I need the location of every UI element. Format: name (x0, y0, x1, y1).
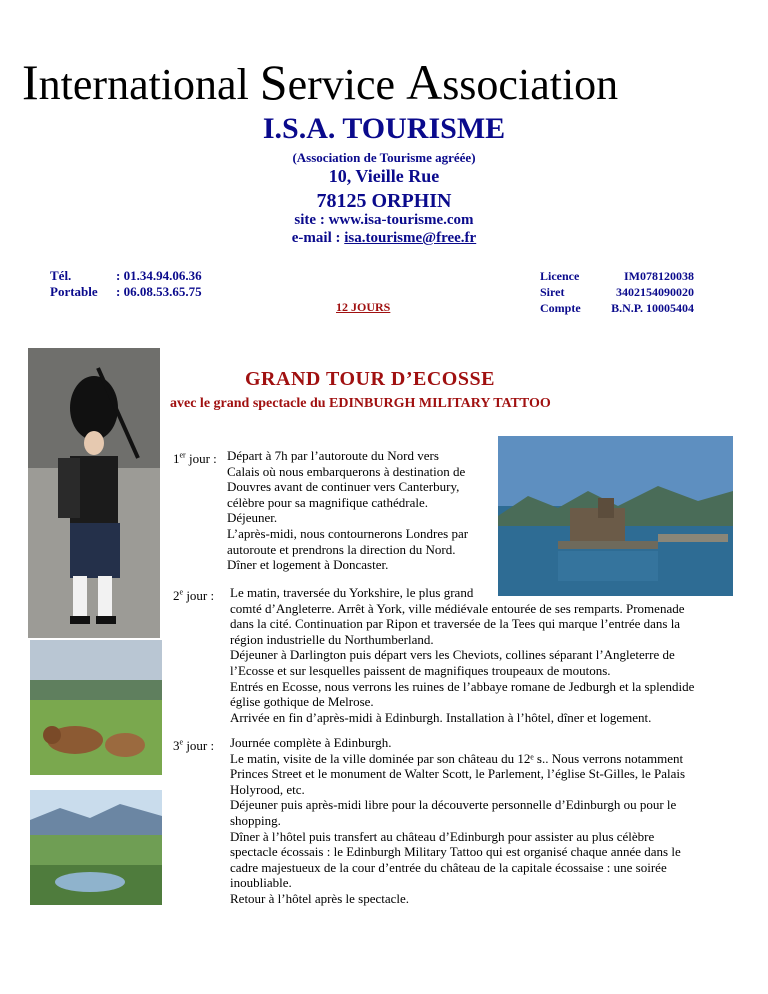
tour-title: GRAND TOUR D’ECOSSE (245, 368, 495, 390)
tour-subtitle: avec le grand spectacle du EDINBURGH MILITARY TATTOO (170, 396, 551, 411)
portable-value: : 06.08.53.65.75 (116, 284, 202, 299)
lake-landscape-photo (30, 790, 162, 905)
website[interactable]: site : www.isa-tourisme.com (294, 212, 474, 228)
day-1-section (173, 448, 469, 573)
day-3-description: Journée complète à Edinburgh. Le matin, visite de la ville dominée par son château du 12ᵉ s.. Nous verrons notamment Princes Street et le monument de Walter Scott, le Parlement, l’église St-Gilles, le Palais Holyrood, etc. Déjeuner puis après-midi libre pour la découverte personnelle d’Edinburgh ou pour le shopping. Dîner à l’hôtel puis transfert au château d’Edinburgh pour assister au plus célèbre spectacle écossais : le Edinburgh Military Tattoo qui est organisé chaque année dans le cadre majestueux de la cour d’entrée du château de la capitale écossaise : une soirée inoubliable. Retour à l’hôtel après le spectacle. (230, 735, 686, 906)
day-1-description: Départ à 7h par l’autoroute du Nord vers Calais où nous embarquerons à destination de Douvres avant de continuer vers Canterbury, célèbre pour sa magnifique cathédrale. Déjeuner. L’après-midi, nous contournerons Londres par autoroute et prendrons la direction du Nord. Dîner et logement à Doncaster. (227, 448, 469, 573)
organization-title: International Service Association (22, 54, 619, 110)
day-2-section (173, 585, 695, 725)
day-2-label: 2e jour : (173, 588, 215, 604)
highland-cattle-photo (30, 640, 162, 775)
registration-block: Licence IM078120038 Siret 3402154090020 Compte B.N.P. 10005404 (540, 269, 694, 315)
day-3-section (173, 735, 686, 906)
day-3-label: 3e jour : (173, 738, 215, 754)
day-1-label: 1er jour : (173, 451, 217, 467)
address-street: 10, Vieille Rue (328, 166, 440, 186)
bagpiper-photo (28, 348, 160, 638)
duration-label: 12 JOURS (336, 300, 391, 314)
email-line: e-mail : isa.tourisme@free.fr (291, 230, 477, 246)
tel-label: Tél. (50, 268, 72, 283)
contact-block (50, 268, 202, 300)
agency-approval: (Association de Tourisme agréée) (292, 150, 476, 165)
email-link[interactable]: isa.tourisme@free.fr (344, 230, 477, 246)
tel-value: : 01.34.94.06.36 (116, 268, 202, 283)
agency-name: I.S.A. TOURISME (262, 112, 506, 145)
portable-label: Portable (50, 284, 98, 299)
address-city: 78125 ORPHIN (316, 190, 452, 212)
castle-photo (498, 436, 733, 596)
day-2-description: Le matin, traversée du Yorkshire, le plus grand comté d’Angleterre. Arrêt à York, ville médiévale entourée de ses remparts. Promenade dans la cité. Continuation par Ripon et traversée de la Tees qui marque l’entrée dans la région industrielle du Northumberland. Déjeuner à Darlington puis départ vers les Cheviots, collines séparant l’Angleterre de l’Ecosse et sur lesquelles paissent de magnifiques troupeaux de moutons. Entrés en Ecosse, nous verrons les ruines de l’abbaye romane de Jedburgh et la splendide église gothique de Melrose. Arrivée en fin d’après-midi à Edinburgh. Installation à l’hôtel, dîner et logement. (230, 585, 695, 725)
